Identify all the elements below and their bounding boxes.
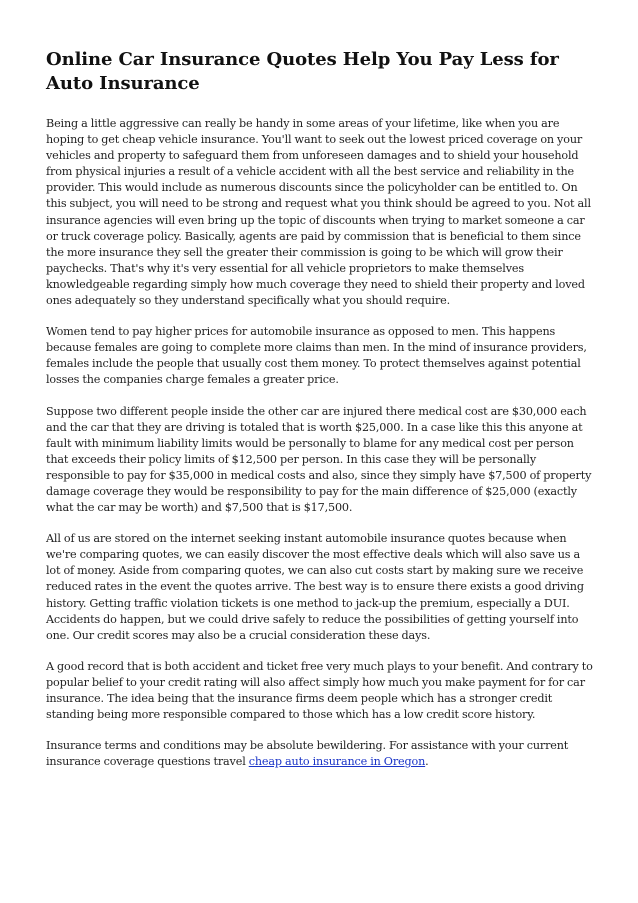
paragraph-final — [46, 738, 596, 770]
final-paragraph-suffix: . — [425, 755, 429, 769]
paragraph-liability-example: Suppose two different people inside the other car are injured there medical cost are $30,000 each and the car that they are driving is totaled that is worth $25,000. In a case like this this anyone at fault with minimum liability limits would be personally to blame for any medical cost per person that exceeds their policy limits of $12,500 per person. In this case they will be personally responsible to pay for $35,000 in medical costs and also, since they simply have $7,500 of property damage coverage they would be responsibility to pay for the main difference of $25,000 (exactly what the car may be worth) and $7,500 that is $17,500. — [46, 404, 592, 515]
paragraph-discounts: Being a little aggressive can really be handy in some areas of your lifetime, like when you are hoping to get cheap vehicle insurance. You'll want to seek out the lowest priced coverage on your vehicles and property to safeguard them from unforeseen damages and to shield your household from physical injuries a result of a vehicle accident with all the best service and reliability in the provider. This would include as numerous discounts since the policyholder can be entitled to. On this subject, you will need to be strong and request what you think should be agreed to you. Not all insurance agencies will even bring up the topic of discounts when trying to market someone a car or truck coverage policy. Basically, agents are paid by commission that is beneficial to them since the more insurance they sell the greater their commission is going to be which will grow their paychecks. That's why it's very essential for all vehicle proprietors to make themselves knowledgeable regarding simply how much coverage they need to shield their property and loved ones adequately so they understand specifically what you should require. — [46, 117, 591, 308]
document-title: Online Car Insurance Quotes Help You Pay Less for Auto Insurance — [46, 49, 559, 94]
paragraph-comparing-quotes: All of us are stored on the internet seeking instant automobile insurance quotes because when we're comparing quotes, we can easily discover the most effective deals which will also save us a lot of money. Aside from comparing quotes, we can also cut costs start by making sure we receive reduced rates in the event the quotes arrive. The best way is to ensure there exists a good driving history. Getting traffic violation tickets is one method to jack-up the premium, especially a DUI. Accidents do happen, but we could drive safely to reduce the possibilities of getting yourself into one. Our credit scores may also be a crucial consideration these days. — [46, 532, 584, 642]
final-paragraph-text: Insurance terms and conditions may be absolute bewildering. For assistance with your current insurance coverage questions travel — [46, 739, 569, 769]
oregon-insurance-link[interactable]: cheap auto insurance in Oregon — [248, 755, 426, 769]
paragraph-good-record: A good record that is both accident and ticket free very much plays to your benefit. And contrary to popular belief to your credit rating will also affect simply how much you make payment for for car insurance. The idea being that the insurance firms deem people which has a stronger credit standing being more responsible compared to those which has a low credit score history. — [46, 659, 593, 722]
paragraph-women-prices: Women tend to pay higher prices for automobile insurance as opposed to men. This happens because females are going to complete more claims than men. In the mind of insurance providers, females include the people that usually cost them money. To protect themselves against potential losses the companies charge females a greater price. — [46, 325, 587, 387]
document-page — [46, 48, 596, 785]
